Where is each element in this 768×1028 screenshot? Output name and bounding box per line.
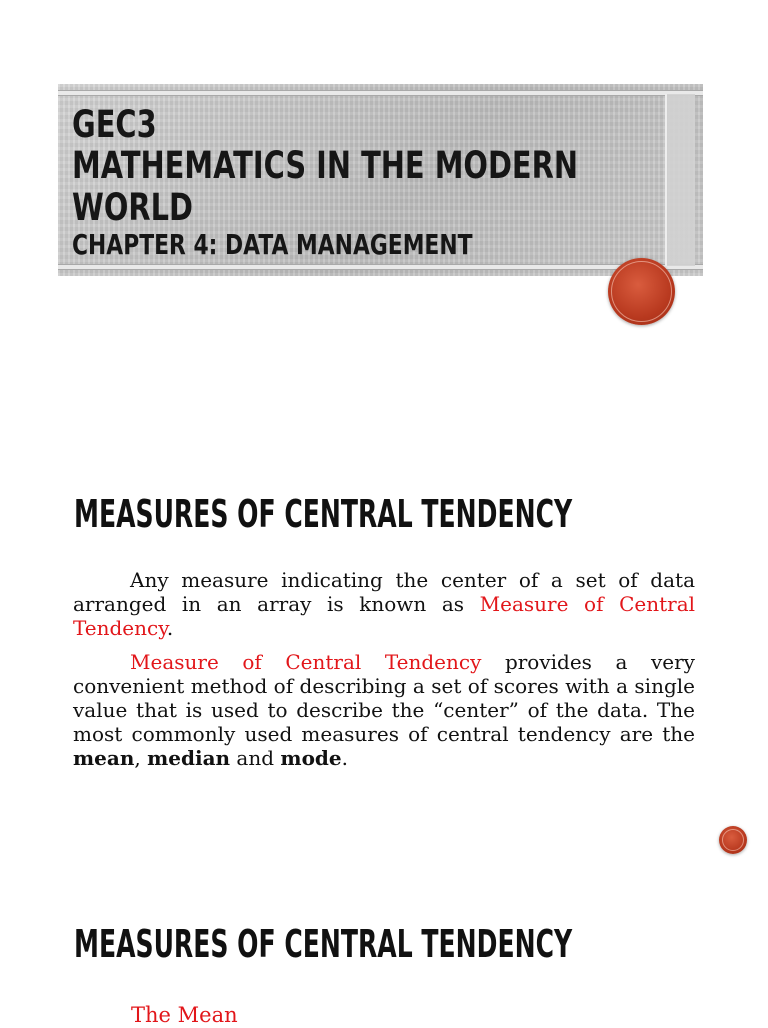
separator: ,: [134, 746, 148, 770]
term-median: median: [147, 746, 231, 770]
paragraph-text: .: [166, 616, 174, 640]
highlight-term: Measure of Central Tendency: [130, 650, 482, 674]
banner-bottom-rule: [58, 264, 703, 270]
banner-side-panel: [665, 94, 695, 266]
course-title-line-1: MATHEMATICS IN THE MODERN: [72, 144, 579, 187]
slide-body-text: [73, 568, 695, 780]
banner-top-rule: [58, 90, 703, 96]
subheading-the-mean: The Mean: [131, 1003, 238, 1027]
title-block: [72, 103, 579, 261]
chapter-title: CHAPTER 4: DATA MANAGEMENT: [72, 228, 473, 261]
paragraph-definition: [73, 568, 695, 640]
course-code: GEC3: [72, 103, 157, 146]
paragraph-end: .: [341, 746, 348, 770]
paragraph-text: provides a very convenient method of describing a set of scores with a single value that is used to describe the “center” of the data. The most commonly used measures of central tendency are the: [73, 650, 695, 746]
red-circle-icon: [719, 826, 747, 854]
paragraph-description: [73, 650, 695, 770]
paragraph-text: Any measure indicating the center of a set of data arranged in an array is known as: [73, 568, 695, 616]
slide-heading-central-tendency: MEASURES OF CENTRAL TENDENCY: [74, 492, 573, 536]
red-circle-icon: [608, 258, 675, 325]
course-title-line-2: WORLD: [72, 186, 193, 229]
slide-heading-central-tendency-2: MEASURES OF CENTRAL TENDENCY: [74, 922, 573, 966]
separator: and: [230, 746, 281, 770]
highlight-term: Measure of Central Tendency: [73, 592, 696, 640]
term-mode: mode: [280, 746, 342, 770]
term-mean: mean: [73, 746, 135, 770]
